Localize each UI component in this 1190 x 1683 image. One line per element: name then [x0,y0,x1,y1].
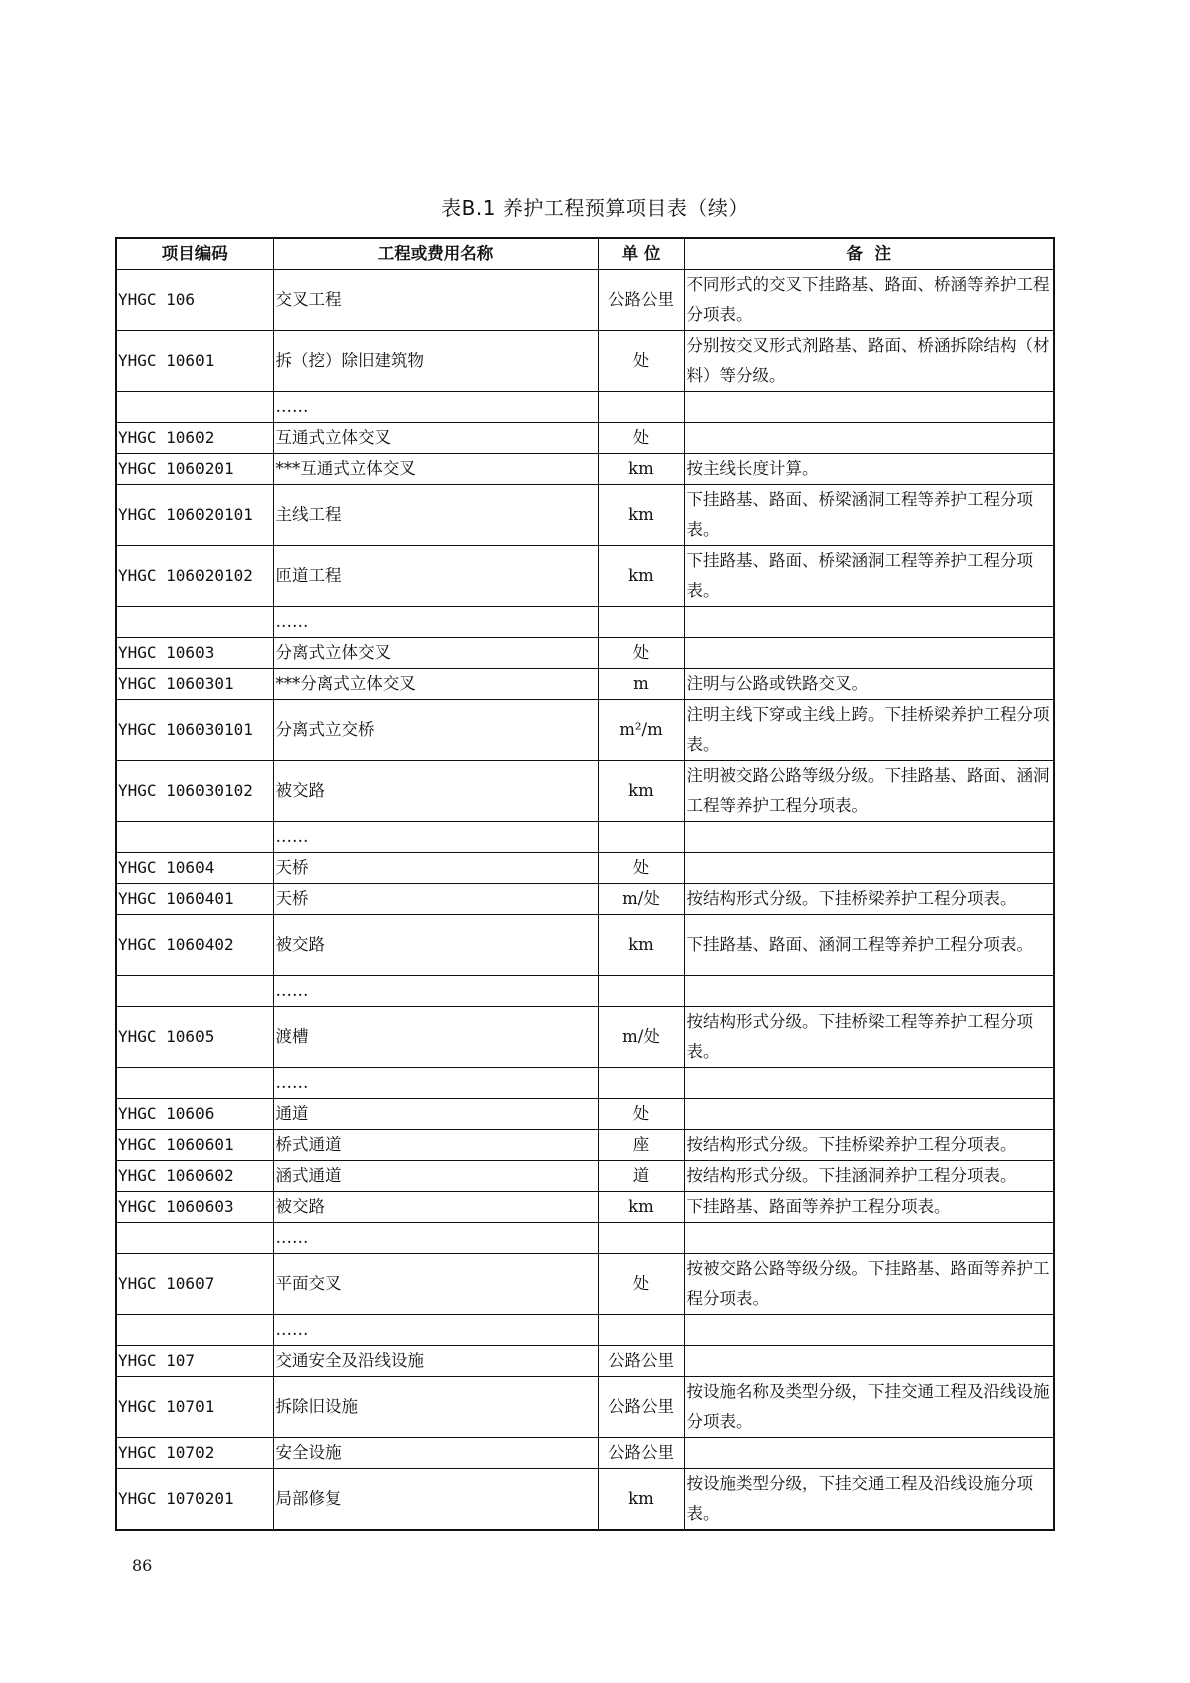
name-cell: 涵式通道 [273,1161,598,1192]
note-cell: 按结构形式分级。下挂桥梁养护工程分项表。 [684,884,1054,915]
name-cell: …… [273,1223,598,1254]
unit-cell: km [598,485,684,546]
table-row [116,1469,1054,1531]
code-cell: YHGC 1060401 [116,884,273,915]
table-row [116,822,1054,853]
name-cell: …… [273,1068,598,1099]
name-cell: 被交路 [273,1192,598,1223]
table-row [116,270,1054,331]
unit-cell: 公路公里 [598,1377,684,1438]
note-cell: 注明主线下穿或主线上跨。下挂桥梁养护工程分项表。 [684,700,1054,761]
note-cell [684,853,1054,884]
code-cell: YHGC 10603 [116,638,273,669]
table-row [116,454,1054,485]
unit-cell: m²/m [598,700,684,761]
table-row [116,1161,1054,1192]
table-row [116,1315,1054,1346]
code-cell: YHGC 1070201 [116,1469,273,1531]
unit-cell: 处 [598,423,684,454]
table-title: 表B.1 养护工程预算项目表（续） [441,196,749,220]
name-cell: 主线工程 [273,485,598,546]
name-cell: 平面交叉 [273,1254,598,1315]
table-row [116,1007,1054,1068]
table-row [116,1438,1054,1469]
code-cell: YHGC 106 [116,270,273,331]
note-cell [684,423,1054,454]
note-cell: 下挂路基、路面等养护工程分项表。 [684,1192,1054,1223]
note-cell: 按结构形式分级。下挂桥梁工程等养护工程分项表。 [684,1007,1054,1068]
note-cell: 分别按交叉形式剂路基、路面、桥涵拆除结构（材料）等分级。 [684,331,1054,392]
code-cell [116,1068,273,1099]
header-note: 备 注 [684,238,1054,270]
note-cell: 注明与公路或铁路交叉。 [684,669,1054,700]
unit-cell: 公路公里 [598,270,684,331]
note-cell [684,1223,1054,1254]
unit-cell: 处 [598,1254,684,1315]
code-cell: YHGC 10605 [116,1007,273,1068]
table-row [116,853,1054,884]
unit-cell: 道 [598,1161,684,1192]
table-row [116,1377,1054,1438]
name-cell: 安全设施 [273,1438,598,1469]
code-cell [116,1315,273,1346]
note-cell [684,1438,1054,1469]
unit-cell: 公路公里 [598,1346,684,1377]
unit-cell: km [598,915,684,976]
unit-cell: 处 [598,853,684,884]
unit-cell: 座 [598,1130,684,1161]
note-cell [684,1099,1054,1130]
table-row [116,638,1054,669]
name-cell: 交通安全及沿线设施 [273,1346,598,1377]
name-cell: 被交路 [273,761,598,822]
note-cell: 按结构形式分级。下挂涵洞养护工程分项表。 [684,1161,1054,1192]
code-cell: YHGC 1060201 [116,454,273,485]
name-cell: 分离式立体交叉 [273,638,598,669]
code-cell: YHGC 106030102 [116,761,273,822]
table-row [116,1346,1054,1377]
table-row [116,423,1054,454]
code-cell: YHGC 106030101 [116,700,273,761]
note-cell: 不同形式的交叉下挂路基、路面、桥涵等养护工程分项表。 [684,270,1054,331]
note-cell [684,1068,1054,1099]
note-cell: 按结构形式分级。下挂桥梁养护工程分项表。 [684,1130,1054,1161]
code-cell: YHGC 1060402 [116,915,273,976]
note-cell: 注明被交路公路等级分级。下挂路基、路面、涵洞工程等养护工程分项表。 [684,761,1054,822]
header-code: 项目编码 [116,238,273,270]
code-cell [116,976,273,1007]
unit-cell [598,1223,684,1254]
note-cell [684,1315,1054,1346]
note-cell: 按主线长度计算。 [684,454,1054,485]
budget-items-table [115,237,1055,1531]
unit-cell: km [598,546,684,607]
code-cell: YHGC 10604 [116,853,273,884]
unit-cell: km [598,761,684,822]
name-cell: …… [273,976,598,1007]
unit-cell: m [598,669,684,700]
name-cell: ***互通式立体交叉 [273,454,598,485]
name-cell: ***分离式立体交叉 [273,669,598,700]
table-row [116,607,1054,638]
code-cell: YHGC 106020101 [116,485,273,546]
table-row [116,700,1054,761]
table-row [116,1192,1054,1223]
name-cell: 交叉工程 [273,270,598,331]
table-row [116,761,1054,822]
code-cell [116,392,273,423]
unit-cell: m/处 [598,884,684,915]
note-cell: 下挂路基、路面、涵洞工程等养护工程分项表。 [684,915,1054,976]
code-cell: YHGC 1060301 [116,669,273,700]
name-cell: 拆除旧设施 [273,1377,598,1438]
name-cell: 桥式通道 [273,1130,598,1161]
unit-cell [598,822,684,853]
code-cell: YHGC 106020102 [116,546,273,607]
name-cell: 通道 [273,1099,598,1130]
note-cell [684,392,1054,423]
name-cell: …… [273,392,598,423]
unit-cell [598,392,684,423]
unit-cell: 公路公里 [598,1438,684,1469]
table-row [116,884,1054,915]
code-cell [116,607,273,638]
code-cell: YHGC 1060602 [116,1161,273,1192]
unit-cell [598,976,684,1007]
name-cell: 天桥 [273,853,598,884]
name-cell: 局部修复 [273,1469,598,1531]
unit-cell [598,1315,684,1346]
page-number: 86 [132,1556,153,1575]
name-cell: …… [273,607,598,638]
code-cell: YHGC 10602 [116,423,273,454]
unit-cell [598,1068,684,1099]
table-row [116,485,1054,546]
name-cell: 天桥 [273,884,598,915]
header-row [116,238,1054,270]
unit-cell: m/处 [598,1007,684,1068]
note-cell [684,1346,1054,1377]
table-row [116,1099,1054,1130]
code-cell: YHGC 1060601 [116,1130,273,1161]
table-row [116,1254,1054,1315]
note-cell [684,607,1054,638]
note-cell: 下挂路基、路面、桥梁涵洞工程等养护工程分项表。 [684,485,1054,546]
code-cell: YHGC 10702 [116,1438,273,1469]
note-cell [684,822,1054,853]
note-cell [684,976,1054,1007]
table-row [116,1068,1054,1099]
note-cell: 下挂路基、路面、桥梁涵洞工程等养护工程分项表。 [684,546,1054,607]
note-cell [684,638,1054,669]
code-cell: YHGC 1060603 [116,1192,273,1223]
table-row [116,976,1054,1007]
unit-cell: 处 [598,1099,684,1130]
table-row [116,1130,1054,1161]
code-cell: YHGC 10606 [116,1099,273,1130]
name-cell: …… [273,822,598,853]
note-cell: 按被交路公路等级分级。下挂路基、路面等养护工程分项表。 [684,1254,1054,1315]
unit-cell: km [598,1469,684,1531]
unit-cell: 处 [598,331,684,392]
table-row [116,331,1054,392]
code-cell: YHGC 10601 [116,331,273,392]
code-cell [116,1223,273,1254]
name-cell: …… [273,1315,598,1346]
unit-cell: km [598,454,684,485]
table-row [116,392,1054,423]
table-row [116,1223,1054,1254]
note-cell: 按设施名称及类型分级，下挂交通工程及沿线设施分项表。 [684,1377,1054,1438]
header-name: 工程或费用名称 [273,238,598,270]
code-cell: YHGC 10607 [116,1254,273,1315]
name-cell: 匝道工程 [273,546,598,607]
name-cell: 分离式立交桥 [273,700,598,761]
table-row [116,915,1054,976]
header-unit: 单 位 [598,238,684,270]
table-row [116,669,1054,700]
unit-cell [598,607,684,638]
name-cell: 渡槽 [273,1007,598,1068]
note-cell: 按设施类型分级，下挂交通工程及沿线设施分项表。 [684,1469,1054,1531]
table-row [116,546,1054,607]
name-cell: 拆（挖）除旧建筑物 [273,331,598,392]
unit-cell: 处 [598,638,684,669]
unit-cell: km [598,1192,684,1223]
name-cell: 互通式立体交叉 [273,423,598,454]
name-cell: 被交路 [273,915,598,976]
code-cell [116,822,273,853]
code-cell: YHGC 10701 [116,1377,273,1438]
code-cell: YHGC 107 [116,1346,273,1377]
